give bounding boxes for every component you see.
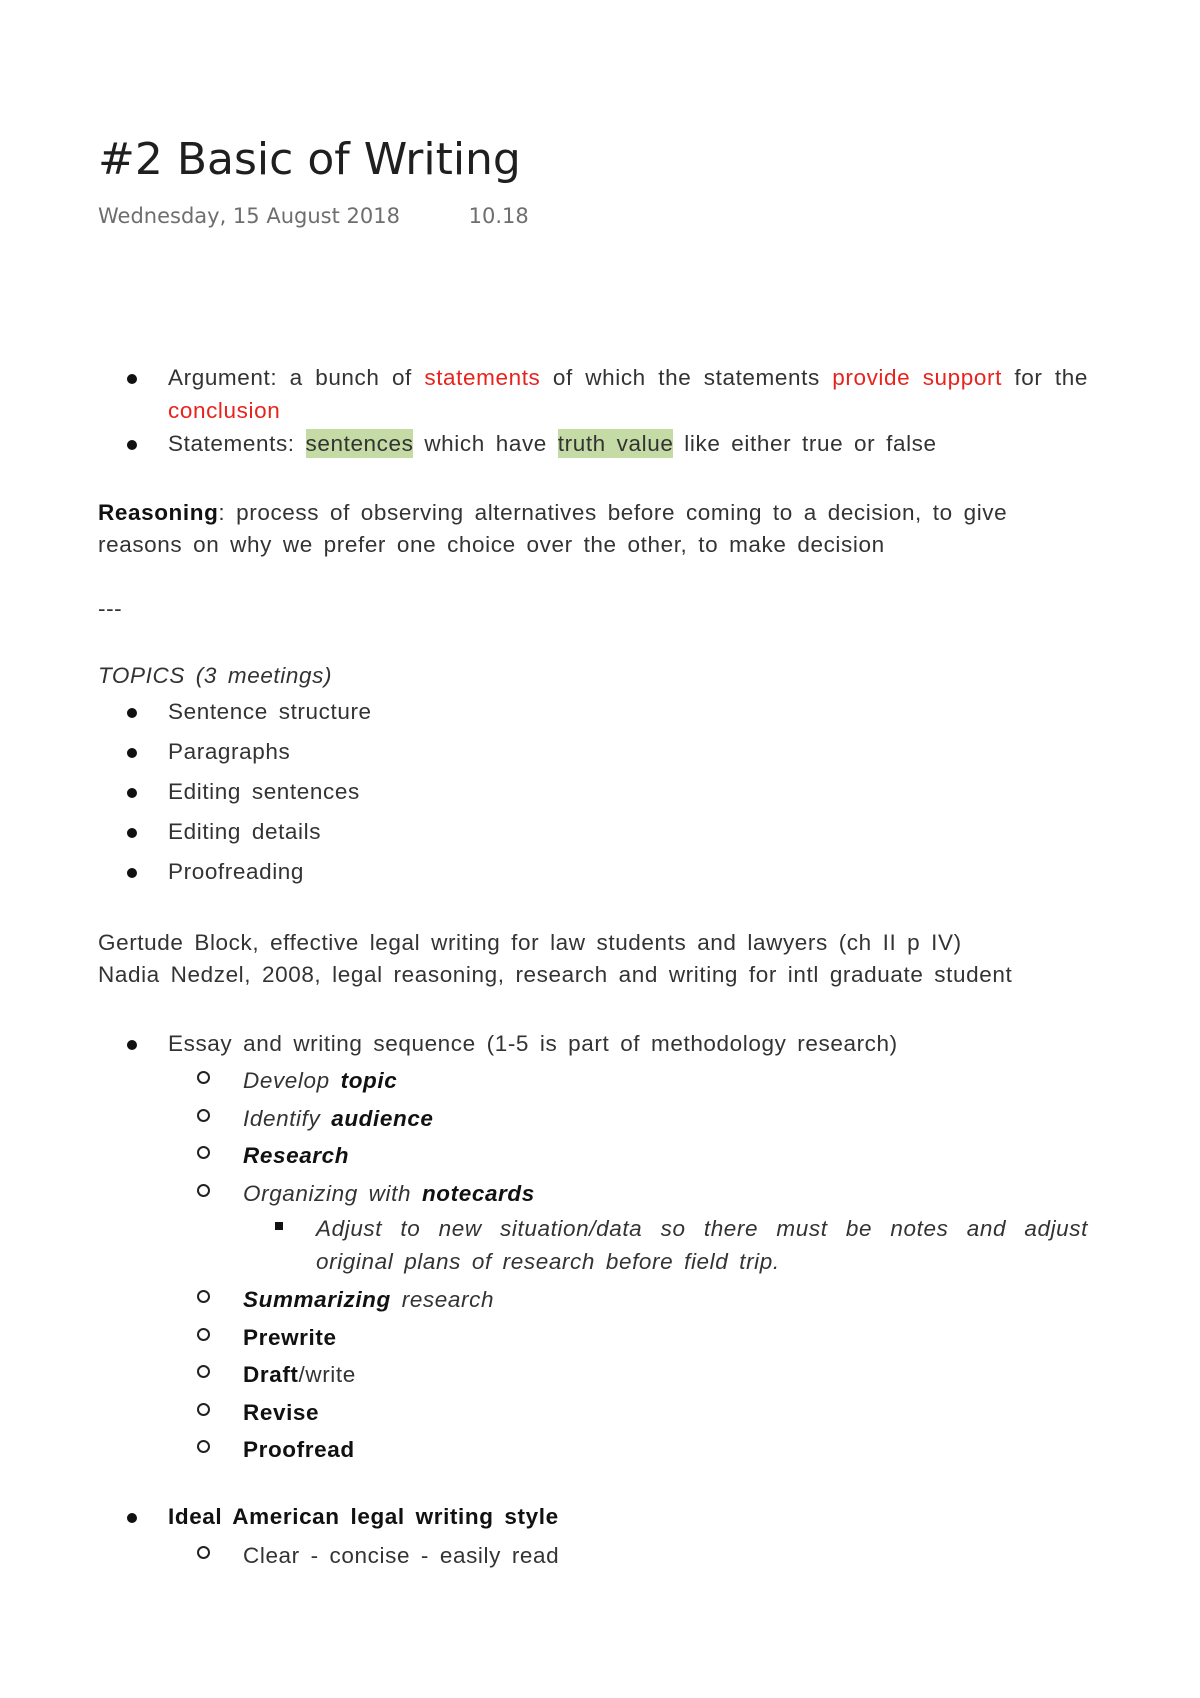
circle-bullet-icon — [197, 1440, 210, 1453]
topic-item: Editing details — [168, 819, 322, 844]
page-title: #2 Basic of Writing — [98, 134, 521, 185]
bullet-icon — [127, 1040, 137, 1050]
sequence-step: Organizing with notecards — [243, 1181, 535, 1206]
bullet-icon — [127, 374, 137, 384]
bullet-icon — [127, 788, 137, 798]
sequence-note: Adjust to new situation/data so there must be notes and adjust original plans of research before field trip. — [316, 1216, 1088, 1274]
reference-line: Gertude Block, effective legal writing for law students and lawyers (ch II p IV) — [98, 930, 962, 955]
bullet-icon — [127, 748, 137, 758]
definition-statements: Statements: sentences which have truth value like either true or false — [168, 431, 937, 456]
sequence-step: Research — [243, 1143, 350, 1168]
circle-bullet-icon — [197, 1290, 210, 1303]
circle-bullet-icon — [197, 1365, 210, 1378]
note-metadata — [98, 204, 529, 228]
circle-bullet-icon — [197, 1403, 210, 1416]
sequence-step: Identify audience — [243, 1106, 434, 1131]
bullet-icon — [127, 440, 137, 450]
style-item: Clear - concise - easily read — [243, 1543, 560, 1568]
topic-item: Proofreading — [168, 859, 305, 884]
bullet-icon — [127, 868, 137, 878]
topic-item: Editing sentences — [168, 779, 360, 804]
circle-bullet-icon — [197, 1546, 210, 1559]
sequence-heading: Essay and writing sequence (1-5 is part of methodology research) — [168, 1031, 898, 1056]
reasoning-paragraph: Reasoning: process of observing alternatives before coming to a decision, to give reasons on why we prefer one choice over the other, to make decision — [98, 500, 1008, 557]
topic-item: Sentence structure — [168, 699, 372, 724]
reference-line: Nadia Nedzel, 2008, legal reasoning, research and writing for intl graduate student — [98, 962, 1013, 987]
sequence-step: Prewrite — [243, 1325, 337, 1350]
definition-argument: Argument: a bunch of statements of which the statements provide support for the conclusion — [168, 365, 1088, 423]
highlight: sentences — [305, 431, 414, 456]
bullet-icon — [127, 1513, 137, 1523]
circle-bullet-icon — [197, 1328, 210, 1341]
note-date: Wednesday, 15 August 2018 — [98, 204, 400, 228]
bullet-icon — [127, 828, 137, 838]
sequence-step: Summarizing research — [243, 1287, 495, 1312]
sequence-step: Draft/write — [243, 1362, 356, 1387]
sequence-step: Revise — [243, 1400, 320, 1425]
circle-bullet-icon — [197, 1071, 210, 1084]
topic-item: Paragraphs — [168, 739, 291, 764]
sequence-step: Proofread — [243, 1437, 355, 1462]
circle-bullet-icon — [197, 1109, 210, 1122]
circle-bullet-icon — [197, 1146, 210, 1159]
topics-heading: TOPICS (3 meetings) — [98, 663, 333, 688]
circle-bullet-icon — [197, 1184, 210, 1197]
square-bullet-icon — [275, 1222, 283, 1230]
style-heading: Ideal American legal writing style — [168, 1504, 559, 1529]
note-time: 10.18 — [468, 204, 529, 228]
bullet-icon — [127, 708, 137, 718]
highlight: truth value — [557, 431, 674, 456]
separator: --- — [98, 596, 123, 621]
sequence-step: Develop topic — [243, 1068, 398, 1093]
